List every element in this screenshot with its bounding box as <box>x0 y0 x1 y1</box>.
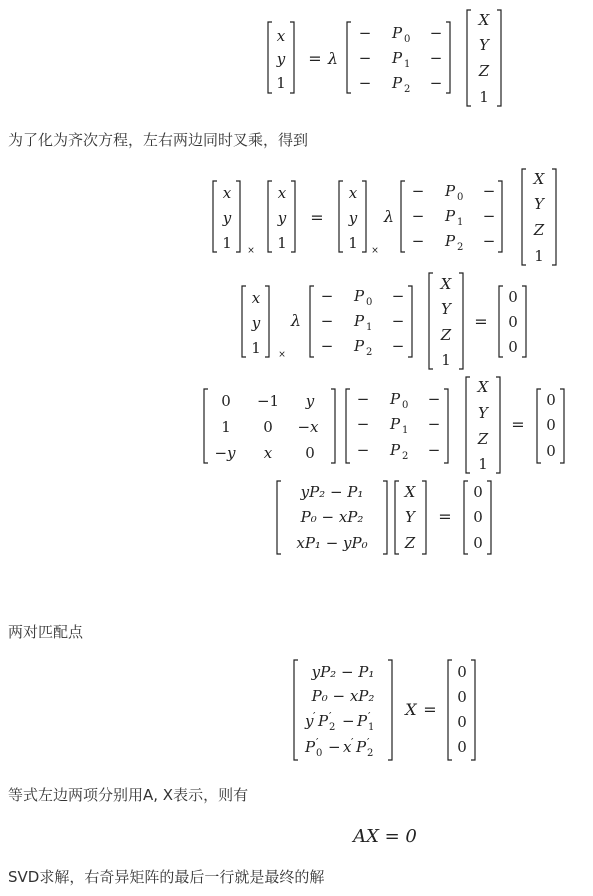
svg-text:=: = <box>423 700 437 719</box>
svg-text:−: − <box>429 49 443 67</box>
svg-text:−y: −y <box>214 444 236 462</box>
svg-text:−: − <box>482 232 496 250</box>
svg-text:y: y <box>251 314 261 332</box>
svg-text:−: − <box>427 415 441 433</box>
equation-cross-both-sides <box>213 169 556 265</box>
svg-text:−: − <box>320 287 334 305</box>
row-xpyp: xP₁ − yP₀ <box>296 534 368 552</box>
svg-text:−: − <box>356 390 370 408</box>
svg-text:P: P <box>445 232 456 250</box>
svg-text:x: x <box>277 184 287 202</box>
svg-text:λ: λ <box>383 207 395 226</box>
svg-text:1: 1 <box>221 418 231 436</box>
svg-text:0: 0 <box>366 297 373 308</box>
svg-text:Y: Y <box>478 404 488 422</box>
svg-text:Z: Z <box>440 326 452 344</box>
paragraph-svd-solution: SVD求解，右奇异矩阵的最后一行就是最终的解 <box>8 868 325 886</box>
svg-text:−: − <box>320 312 334 330</box>
eq1-y: y <box>276 50 286 68</box>
svg-text:=: = <box>474 312 488 331</box>
svg-text:2: 2 <box>457 242 464 253</box>
svg-text:Z: Z <box>533 221 545 239</box>
svg-text:−: − <box>391 287 405 305</box>
svg-text:x: x <box>343 738 352 756</box>
cross-symbol: × <box>247 246 255 256</box>
svg-text:P: P <box>445 207 456 225</box>
svg-text:Y: Y <box>534 195 544 213</box>
svg-text:0: 0 <box>546 391 556 409</box>
svg-text:P: P <box>392 74 403 92</box>
equation-reduced <box>277 481 491 554</box>
svg-text:y: y <box>348 209 358 227</box>
svg-text:0: 0 <box>473 483 483 501</box>
equation-projection <box>268 10 501 106</box>
equation-two-points <box>294 660 475 760</box>
svg-text:X: X <box>533 170 545 188</box>
svg-text:P: P <box>318 712 329 730</box>
svg-text:−: − <box>342 712 355 730</box>
svg-text:0: 0 <box>508 288 518 306</box>
svg-text:y: y <box>277 209 287 227</box>
svg-text:−: − <box>358 24 372 42</box>
svg-text:′: ′ <box>368 710 371 723</box>
eq1-x: x <box>276 27 286 45</box>
svg-text:−: − <box>356 415 370 433</box>
svg-text:−: − <box>358 74 372 92</box>
svg-text:P: P <box>445 182 456 200</box>
svg-text:0: 0 <box>546 442 556 460</box>
svg-text:1: 1 <box>368 722 375 733</box>
svg-text:−: − <box>328 738 341 756</box>
svg-text:1: 1 <box>277 234 287 252</box>
svg-text:0: 0 <box>473 534 483 552</box>
svg-text:0: 0 <box>457 713 467 731</box>
svg-text:0: 0 <box>457 192 464 203</box>
eq1-one: 1 <box>276 74 286 92</box>
svg-text:X: X <box>440 275 452 293</box>
svg-text:=: = <box>310 208 324 227</box>
svg-text:y: y <box>222 209 232 227</box>
svg-text:Y: Y <box>405 508 415 526</box>
svg-text:′: ′ <box>329 710 332 723</box>
svg-text:=: = <box>438 507 452 526</box>
svg-text:×: × <box>371 246 379 256</box>
svg-text:λ: λ <box>290 311 302 330</box>
svg-text:0: 0 <box>508 338 518 356</box>
svg-text:1: 1 <box>222 234 232 252</box>
svg-text:0: 0 <box>263 418 273 436</box>
svg-text:2: 2 <box>366 347 373 358</box>
svg-text:1: 1 <box>478 455 488 473</box>
svg-text:−: − <box>320 337 334 355</box>
svg-text:−: − <box>427 390 441 408</box>
svg-text:2: 2 <box>404 84 411 95</box>
svg-text:X: X <box>404 483 416 501</box>
row-ypp: yP₂ − P₁ <box>300 483 364 501</box>
svg-text:=: = <box>511 415 525 434</box>
svg-text:P: P <box>354 337 365 355</box>
svg-text:×: × <box>278 350 286 360</box>
svg-text:1: 1 <box>441 351 451 369</box>
svg-text:P: P <box>354 312 365 330</box>
equation-skew-matrix <box>204 377 564 473</box>
svg-text:0: 0 <box>305 444 315 462</box>
svg-text:0: 0 <box>221 392 231 410</box>
svg-text:0: 0 <box>457 688 467 706</box>
svg-text:0: 0 <box>508 313 518 331</box>
svg-text:x: x <box>222 184 232 202</box>
svg-text:Y: Y <box>479 36 489 54</box>
svg-text:−: − <box>358 49 372 67</box>
svg-text:1: 1 <box>479 88 489 106</box>
svg-text:0: 0 <box>546 416 556 434</box>
svg-text:P: P <box>356 738 367 756</box>
svg-text:0: 0 <box>402 400 409 411</box>
svg-text:2: 2 <box>329 722 336 733</box>
svg-text:0: 0 <box>316 748 323 759</box>
svg-text:0: 0 <box>457 663 467 681</box>
equation-cross-zero <box>242 273 526 369</box>
svg-text:P: P <box>392 24 403 42</box>
paragraph-homogeneous-intro: 为了化为齐次方程，左右两边同时叉乘，得到 <box>8 131 309 149</box>
svg-text:′: ′ <box>316 736 319 749</box>
svg-text:P: P <box>390 441 401 459</box>
svg-text:x: x <box>348 184 358 202</box>
svg-text:y: y <box>305 392 315 410</box>
svg-text:P: P <box>390 415 401 433</box>
svg-text:P: P <box>305 738 316 756</box>
svg-text:′: ′ <box>367 736 370 749</box>
svg-text:−: − <box>482 182 496 200</box>
svg-text:2: 2 <box>402 451 409 462</box>
svg-text:P: P <box>392 49 403 67</box>
svg-text:−: − <box>391 337 405 355</box>
eq1-lambda: λ <box>327 49 339 68</box>
svg-text:0: 0 <box>404 34 411 45</box>
svg-text:1: 1 <box>348 234 358 252</box>
svg-text:1: 1 <box>404 59 411 70</box>
svg-text:y: y <box>305 712 314 730</box>
svg-text:x: x <box>251 289 261 307</box>
svg-text:2: 2 <box>367 748 374 759</box>
svg-text:P₀ − xP₂: P₀ − xP₂ <box>311 687 375 705</box>
svg-text:Z: Z <box>404 534 416 552</box>
svg-text:1: 1 <box>366 322 373 333</box>
paragraph-two-matches: 两对匹配点 <box>8 623 84 641</box>
svg-text:0: 0 <box>457 738 467 756</box>
svg-text:1: 1 <box>251 339 261 357</box>
svg-text:yP₂ − P₁: yP₂ − P₁ <box>311 663 375 681</box>
eq1-equals: = <box>308 49 322 68</box>
row-pxp: P₀ − xP₂ <box>300 508 364 526</box>
svg-text:0: 0 <box>473 508 483 526</box>
svg-text:−: − <box>427 441 441 459</box>
svg-text:Z: Z <box>477 430 489 448</box>
svg-text:−: − <box>482 207 496 225</box>
svg-text:−x: −x <box>297 418 319 436</box>
svg-text:−: − <box>429 74 443 92</box>
svg-text:−: − <box>391 312 405 330</box>
svg-text:P: P <box>390 390 401 408</box>
svg-text:X: X <box>478 11 490 29</box>
svg-text:1: 1 <box>402 425 409 436</box>
svg-text:−: − <box>411 232 425 250</box>
svg-text:x: x <box>263 444 273 462</box>
svg-text:P: P <box>357 712 368 730</box>
svg-text:−: − <box>411 182 425 200</box>
svg-text:−: − <box>429 24 443 42</box>
svg-text:Z: Z <box>478 62 490 80</box>
svg-text:−1: −1 <box>256 392 280 410</box>
paragraph-notation: 等式左边两项分别用A, X表示，则有 <box>8 786 249 804</box>
svg-text:−: − <box>411 207 425 225</box>
svg-text:P: P <box>354 287 365 305</box>
svg-text:′: ′ <box>313 710 316 723</box>
svg-text:X: X <box>477 378 489 396</box>
equation-ax-zero: AX = 0 <box>353 826 417 847</box>
svg-text:X: X <box>405 700 417 719</box>
svg-text:1: 1 <box>457 217 464 228</box>
svg-text:1: 1 <box>534 247 544 265</box>
svg-text:−: − <box>356 441 370 459</box>
svg-text:′: ′ <box>351 736 354 749</box>
svg-text:Y: Y <box>441 300 451 318</box>
